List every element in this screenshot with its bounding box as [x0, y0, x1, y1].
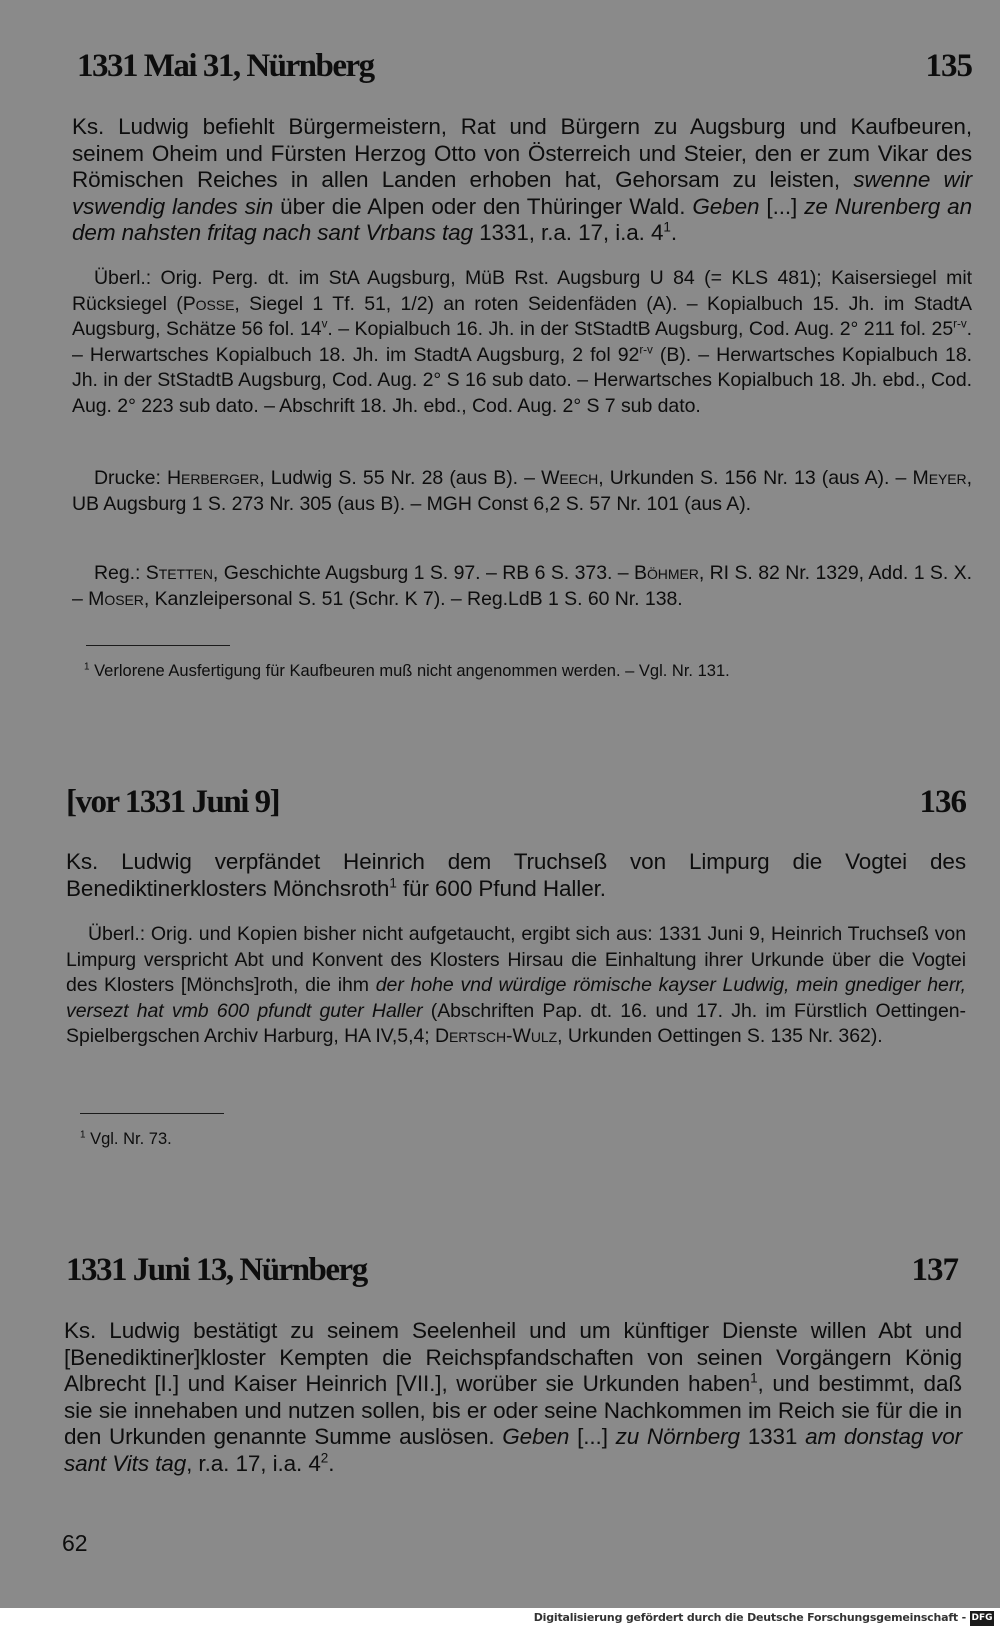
entry-137-heading: 1331 Juni 13, Nürnberg: [66, 1252, 367, 1288]
page-number: 62: [62, 1530, 88, 1556]
footer-credit-text: Digitalisierung gefördert durch die Deutsche Forschungsgemeinschaft -: [533, 1611, 966, 1624]
entry-135-regesten: Reg.: Stetten, Geschichte Augsburg 1 S. 97. – RB 6 S. 373. – Böhmer, RI S. 82 Nr. 1329, Add. 1 S. X. – Moser, Kanzleipersonal S. 51 (Schr. K 7). – Reg.LdB 1 S. 60 Nr. 138.: [72, 562, 972, 610]
entry-136-number: 136: [919, 784, 966, 820]
entry-135-summary: Ks. Ludwig befiehlt Bürgermeistern, Rat und Bürgern zu Augsburg und Kaufbeuren, seinem Oheim und Fürsten Herzog Otto von Österreich und Steier, den er zum Vikar des Römischen Reiches in allen Landen erhoben hat, Gehorsam zu leisten, swenne wir vswendig landes sin über die Alpen oder den Thüringer Wald. Geben [...] ze Nurenberg an dem nahsten fritag nach sant Vrbans tag 1331, r.a. 17, i.a. $4^1$.: [72, 114, 973, 246]
entry-136-ueberlieferung: Überl.: Orig. und Kopien bisher nicht aufgetaucht, ergibt sich aus: 1331 Juni 9, Heinrich Truchseß von Limpurg verspricht Abt und Konvent des Klosters Hirsau die Einhaltung ihrer Urkunde über die Vogtei des Klosters [Mönchs]roth, die ihm der hohe vnd würdige römische kayser Ludwig, mein gnediger herr, versezt hat vmb 600 pfundt guter Haller (Abschriften Pap. dt. 16. und 17. Jh. im Fürstlich Oettingen-Spielbergschen Archiv Harburg, HA IV,5,4; Dertsch-Wulz, Urkunden Oettingen S. 135 Nr. 362).: [66, 923, 967, 1047]
entry-136-footnote: $^1$ Vgl. Nr. 73.: [80, 1129, 172, 1148]
entry-135-number: 135: [925, 48, 972, 84]
entry-136-summary: Ks. Ludwig verpfändet Heinrich dem Truchseß von Limpurg die Vogtei des Benediktinerklosters Mönchsroth$^1$ für 600 Pfund Haller.: [66, 849, 966, 901]
entry-135-drucke: Drucke: Herberger, Ludwig S. 55 Nr. 28 (aus B). – Weech, Urkunden S. 156 Nr. 13 (aus A). – Meyer, UB Augsburg 1 S. 273 Nr. 305 (aus B). – MGH Const 6,2 S. 57 Nr. 101 (aus A).: [72, 467, 972, 515]
entry-135-heading: 1331 Mai 31, Nürnberg: [77, 48, 374, 84]
footnote-divider: [80, 1113, 224, 1114]
entry-136-heading: [vor 1331 Juni 9]: [66, 784, 280, 820]
entry-135-footnote: $^1$ Verlorene Ausfertigung für Kaufbeuren muß nicht angenommen werden. – Vgl. Nr. 131.: [84, 661, 730, 680]
entry-135-ueberlieferung: Überl.: Orig. Perg. dt. im StA Augsburg, MüB Rst. Augsburg U 84 (= KLS 481); Kaisersiegel mit Rücksiegel (Posse, Siegel 1 Tf. 51, 1/2) an roten Seidenfäden (A). – Kopialbuch 15. Jh. im StadtA Augsburg, Schätze 56 fol. 14$^v$. – Kopialbuch 16. Jh. in der StStadtB Augsburg, Cod. Aug. 2° 211 fol. 25$^{r-v}$. – Herwartsches Kopialbuch 18. Jh. im StadtA Augsburg, 2 fol 92$^{r-v}$ (B). – Herwartsches Kopialbuch 18. Jh. in der StStadtB Augsburg, Cod. Aug. 2° S 16 sub dato. – Herwartsches Kopialbuch 18. Jh. ebd., Cod. Aug. 2° 223 sub dato. – Abschrift 18. Jh. ebd., Cod. Aug. 2° S 7 sub dato.: [72, 267, 973, 417]
dfg-logo-icon: DFG: [970, 1611, 994, 1626]
entry-137-summary: Ks. Ludwig bestätigt zu seinem Seelenheil und um künftiger Dienste willen Abt und [Benediktiner]kloster Kempten die Reichspfandschaften von seinen Vorgängern König Albrecht [I.] und Kaiser Heinrich [VII.], worüber sie Urkunden haben$^1$, und bestimmt, daß sie sie innehaben und nutzen sollen, bis er oder seine Nachkommen im Reich sie für die in den Urkunden genannte Summe auslösen. Geben [...] zu Nörnberg 1331 am donstag vor sant Vits tag, r.a. 17, i.a. $4^2$.: [64, 1318, 963, 1476]
footnote-divider: [86, 645, 230, 646]
digitization-footer: [0, 1608, 1000, 1629]
entry-137-number: 137: [911, 1252, 958, 1288]
